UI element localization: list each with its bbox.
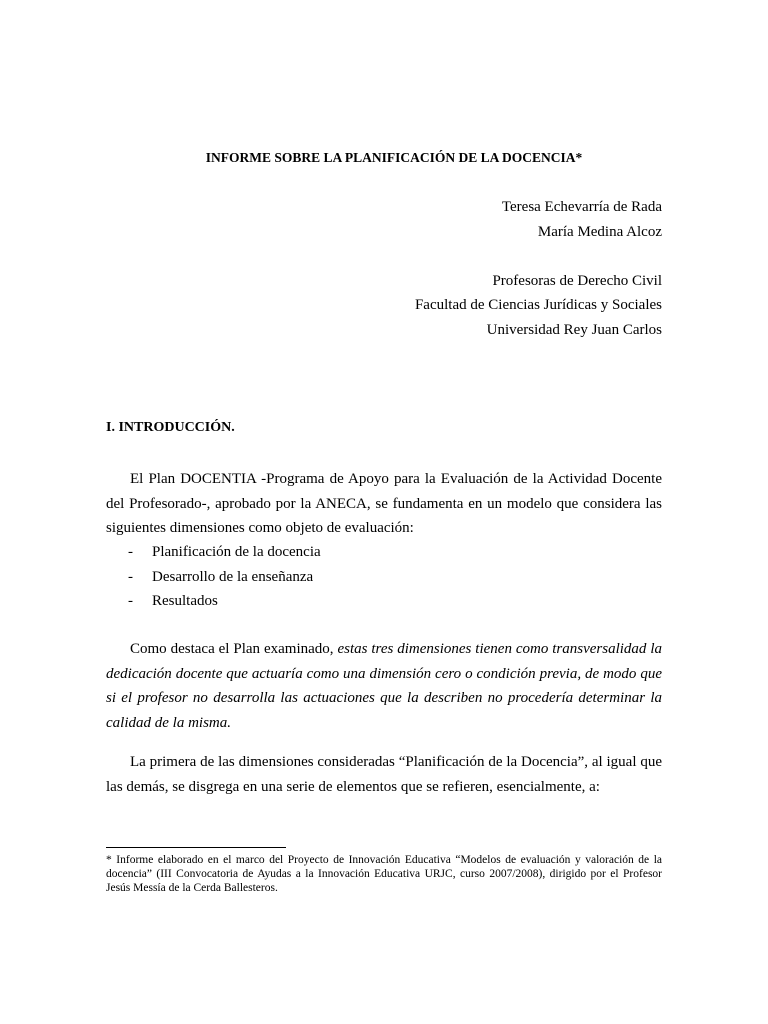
author-name: María Medina Alcoz [537, 224, 662, 240]
dimensions-list [106, 540, 321, 614]
list-item-text: Planificación de la docencia [152, 544, 321, 560]
paragraph-planning [106, 750, 662, 799]
university-name: Universidad Rey Juan Carlos [486, 322, 662, 338]
document-title: INFORME SOBRE LA PLANIFICACIÓN DE LA DOCENCIA* [205, 150, 583, 165]
list-dash: - [128, 593, 133, 609]
list-item-text: Desarrollo de la enseñanza [152, 568, 314, 585]
section-heading: I. INTRODUCCIÓN. [106, 420, 235, 435]
list-item [106, 589, 321, 614]
paragraph-intro-text: El Plan DOCENTIA -Programa de Apoyo para la Evaluación de la Actividad Docente del Profesorado-, aprobado por la ANECA, se fundamenta en un modelo que considera las siguientes dimensiones como objeto de evaluación: [106, 471, 662, 536]
paragraph-dimensions-plain: Como destaca el Plan examinado, [130, 641, 334, 657]
paragraph-dimensions [106, 637, 662, 735]
paragraph-intro [106, 467, 662, 541]
paragraph-planning-text: La primera de las dimensiones consideradas “Planificación de la Docencia”, al igual que las demás, se disgrega en una serie de elementos que se refieren, esencialmente, a: [106, 754, 662, 795]
list-item [106, 540, 321, 565]
author-position: Profesoras de Derecho Civil [492, 273, 662, 289]
list-item-text: Resultados [152, 593, 218, 609]
footnote: * Informe elaborado en el marco del Proyecto de Innovación Educativa “Modelos de evaluación y valoración de la docencia” (III Convocatoria de Ayudas a la Innovación Educativa URJC, curso 2007/2008), dirigido por el Profesor Jesús Messía de la Cerda Ballesteros. [106, 854, 662, 894]
author-name: Teresa Echevarría de Rada [501, 199, 662, 215]
list-dash: - [128, 568, 133, 585]
list-dash: - [128, 544, 133, 560]
paragraph-dimensions-quote: estas tres dimensiones tienen como transversalidad la dedicación docente que actuaría como una dimensión cero o condición previa, de modo que si el profesor no desarrolla las actuaciones que la describen no procedería determinar la calidad de la misma. [106, 641, 663, 731]
faculty-name: Facultad de Ciencias Jurídicas y Sociales [414, 297, 662, 313]
footnote-separator [106, 847, 286, 848]
list-item [106, 565, 321, 590]
